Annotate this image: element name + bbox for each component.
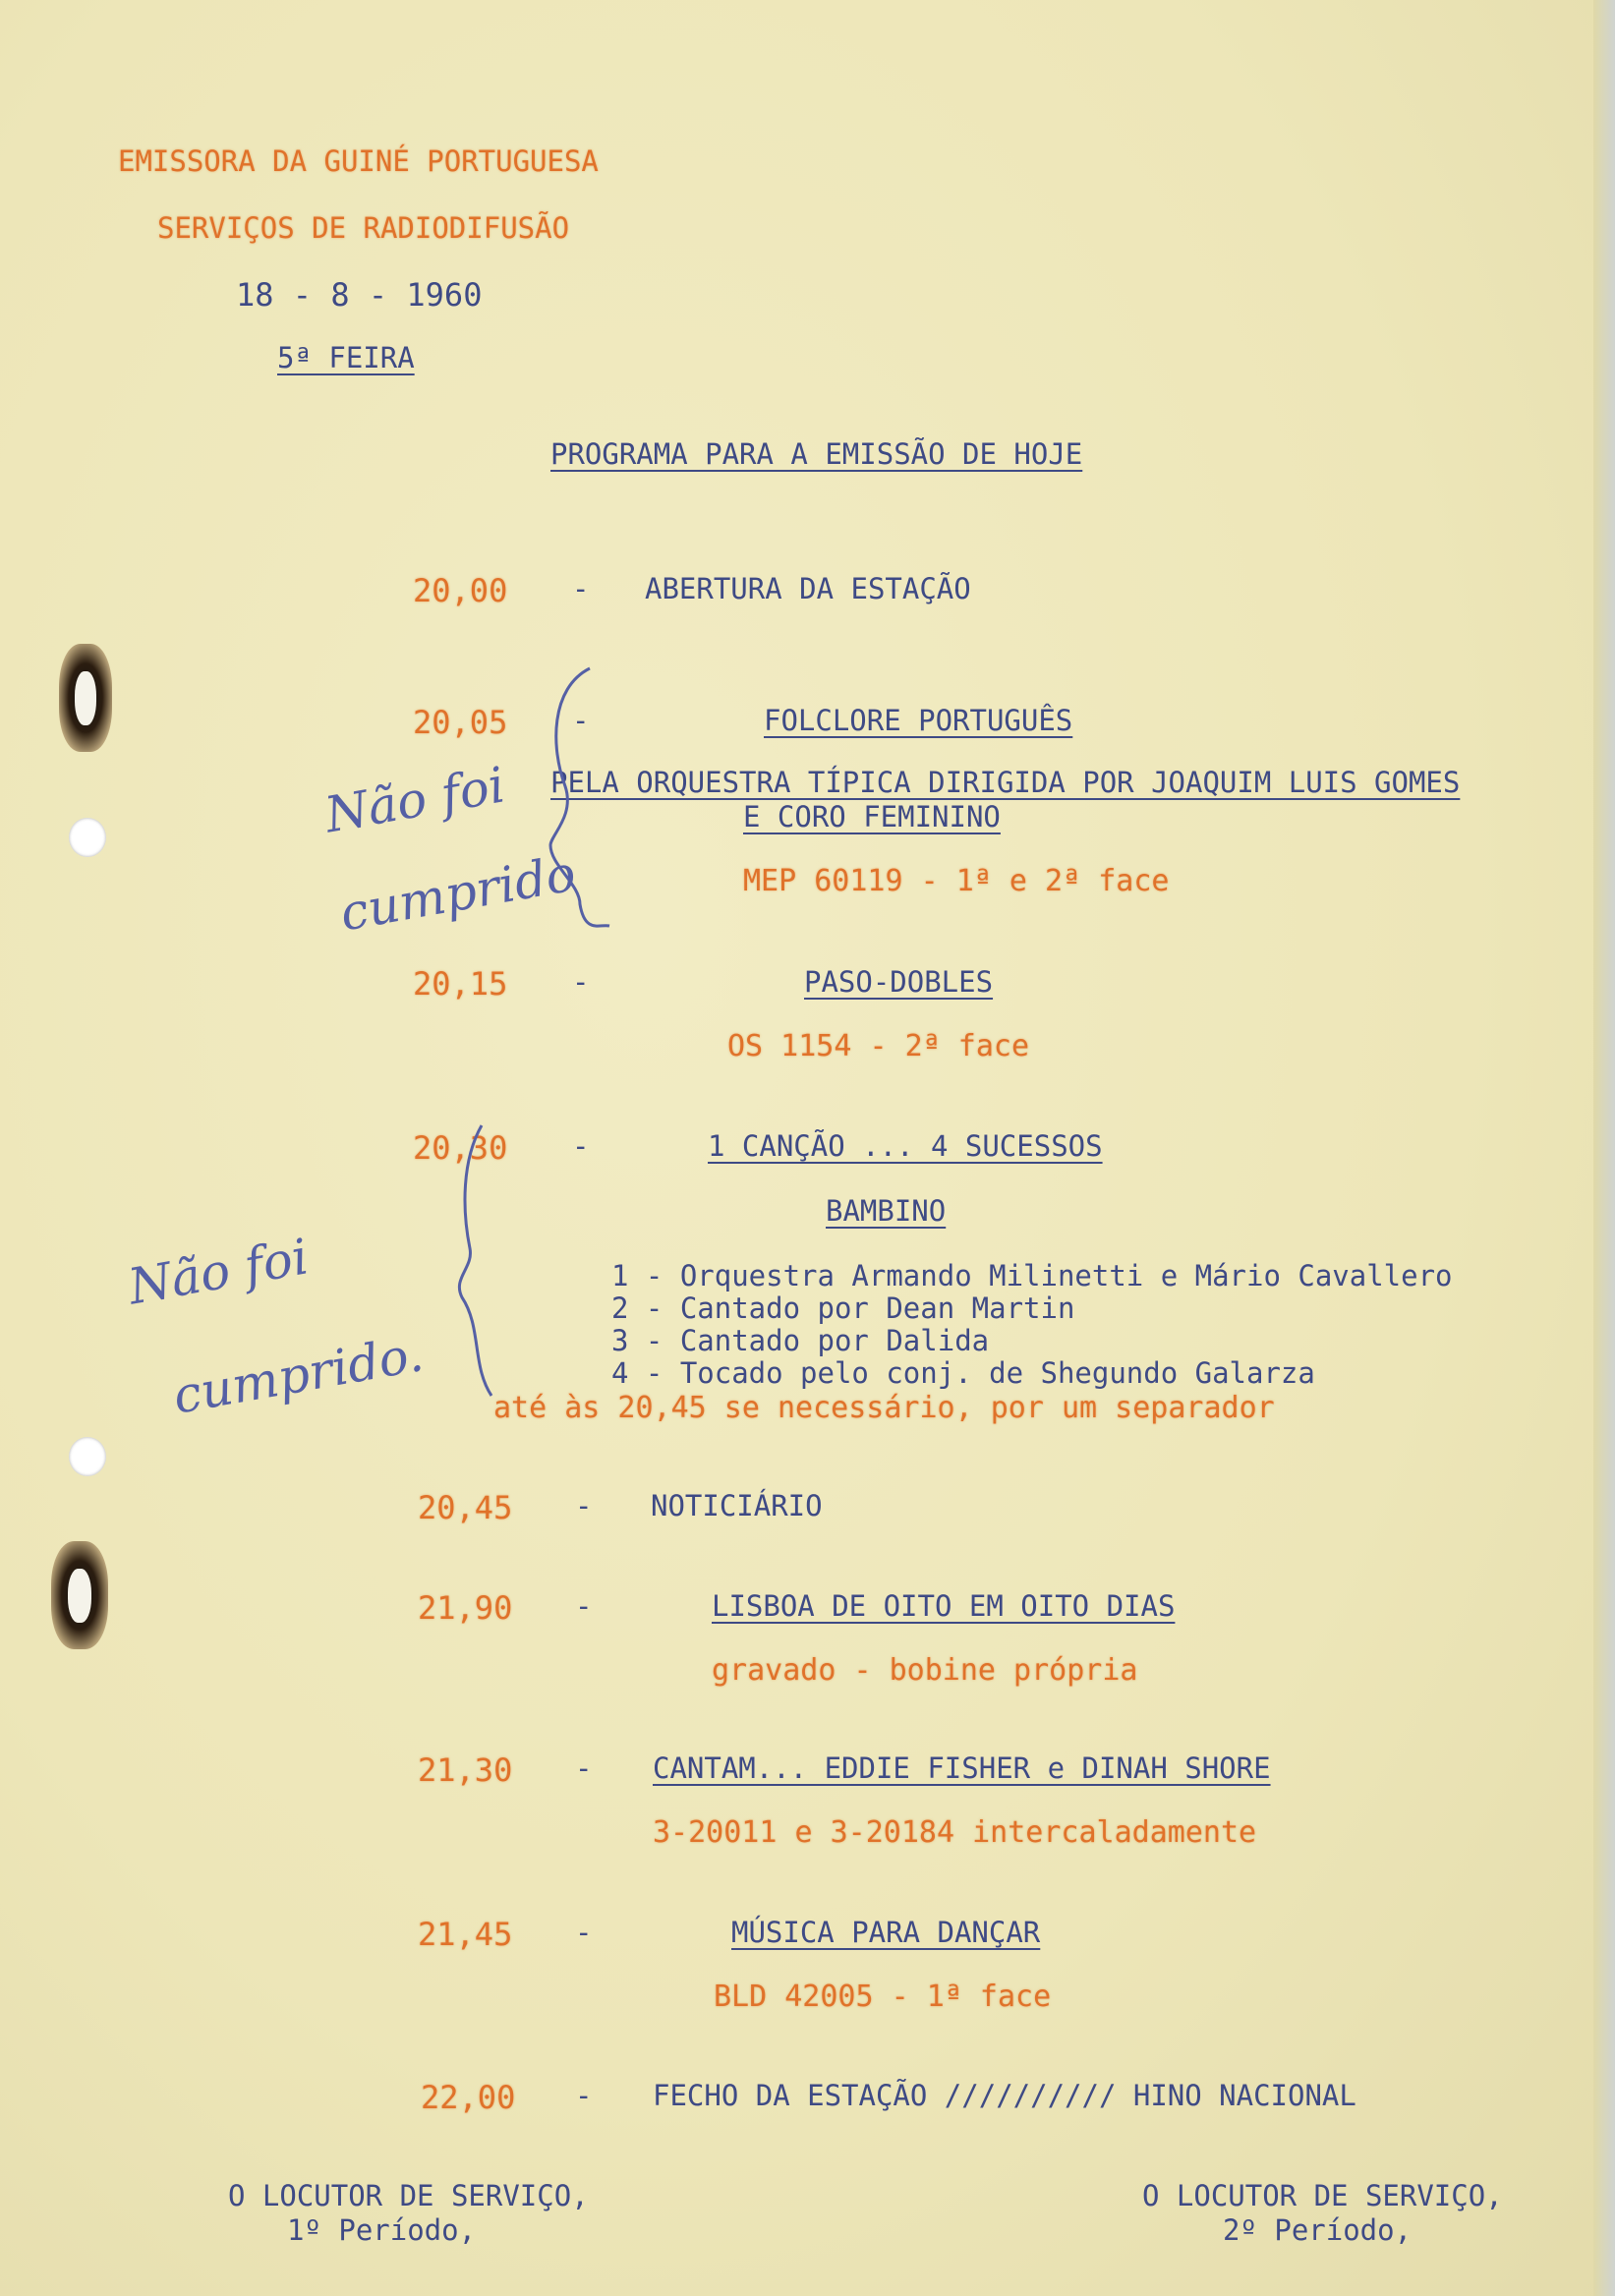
item-detail: 3-20011 e 3-20184 intercaladamente	[653, 1815, 1257, 1850]
signature-left-title: O LOCUTOR DE SERVIÇO,	[228, 2179, 589, 2212]
item-title: LISBOA DE OITO EM OITO DIAS	[712, 1589, 1176, 1623]
item-detail: BLD 42005 - 1ª face	[714, 1980, 1052, 2014]
item-detail: gravado - bobine própria	[712, 1653, 1138, 1688]
time-21-30: 21,30	[418, 1751, 513, 1789]
dash: -	[572, 965, 590, 999]
item-title: PASO-DOBLES	[804, 965, 994, 999]
time-20-30: 20,30	[413, 1129, 508, 1167]
item-title: ABERTURA DA ESTAÇÃO	[645, 572, 971, 605]
dash: -	[575, 1589, 593, 1623]
dash: -	[575, 2079, 593, 2112]
page-title: PROGRAMA PARA A EMISSÃO DE HOJE	[550, 437, 1083, 471]
signature-left-period: 1º Período,	[287, 2213, 477, 2247]
item-title: 1 CANÇÃO ... 4 SUCESSOS	[708, 1129, 1103, 1163]
time-20-45: 20,45	[418, 1489, 513, 1526]
station-name: EMISSORA DA GUINÉ PORTUGUESA	[118, 144, 599, 178]
dash: -	[572, 1129, 590, 1163]
item-title: NOTICIÁRIO	[651, 1489, 823, 1522]
dash: -	[575, 1916, 593, 1949]
dash: -	[572, 704, 590, 737]
item-line: E CORO FEMININO	[743, 800, 1001, 833]
time-20-00: 20,00	[413, 572, 508, 609]
bracket-lower	[459, 1125, 491, 1396]
list-item: 2 - Cantado por Dean Martin	[611, 1292, 1075, 1325]
list-item: 1 - Orquestra Armando Milinetti e Mário Cavallero	[611, 1259, 1453, 1292]
item-title: FOLCLORE PORTUGUÊS	[764, 704, 1073, 737]
time-22-00: 22,00	[421, 2079, 516, 2116]
handwritten-note-lower-line2: cumprido.	[168, 1325, 428, 1425]
signature-right-title: O LOCUTOR DE SERVIÇO,	[1142, 2179, 1503, 2212]
dash: -	[575, 1751, 593, 1785]
time-21-45: 21,45	[418, 1916, 513, 1953]
item-title: MÚSICA PARA DANÇAR	[731, 1916, 1041, 1949]
handwritten-note-upper-line1: Não foi	[320, 756, 509, 844]
item-note: até às 20,45 se necessário, por um separador	[493, 1391, 1275, 1425]
handwritten-note-upper-line2: cumprido	[335, 844, 580, 943]
service-name: SERVIÇOS DE RADIODIFUSÃO	[157, 211, 570, 245]
item-line: PELA ORQUESTRA TÍPICA DIRIGIDA POR JOAQUIM LUIS GOMES	[550, 766, 1461, 799]
list-item: 4 - Tocado pelo conj. de Shegundo Galarza	[611, 1356, 1315, 1390]
item-title: FECHO DA ESTAÇÃO ////////// HINO NACIONAL	[653, 2079, 1356, 2112]
item-detail: MEP 60119 - 1ª e 2ª face	[743, 864, 1170, 898]
item-detail: OS 1154 - 2ª face	[727, 1029, 1030, 1063]
list-item: 3 - Cantado por Dalida	[611, 1324, 990, 1357]
item-title: CANTAM... EDDIE FISHER e DINAH SHORE	[653, 1751, 1271, 1785]
item-subtitle: BAMBINO	[826, 1194, 947, 1228]
handwritten-note-lower-line1: Não foi	[124, 1228, 313, 1316]
dash: -	[575, 1489, 593, 1522]
broadcast-date: 18 - 8 - 1960	[236, 276, 483, 314]
weekday: 5ª FEIRA	[277, 341, 415, 374]
time-20-15: 20,15	[413, 965, 508, 1003]
signature-right-period: 2º Período,	[1223, 2213, 1413, 2247]
time-20-05: 20,05	[413, 704, 508, 741]
time-21-90: 21,90	[418, 1589, 513, 1627]
dash: -	[572, 572, 590, 605]
